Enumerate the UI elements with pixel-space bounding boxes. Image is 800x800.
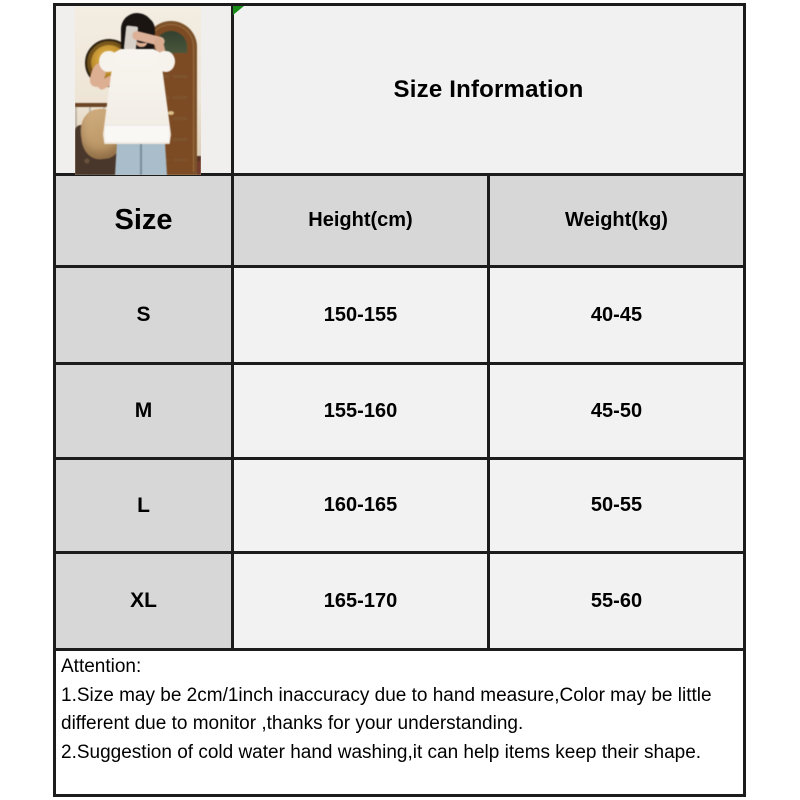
product-photo-cell	[56, 6, 234, 176]
attention-line-3: 2.Suggestion of cold water hand washing,it can help items keep their shape.	[61, 741, 702, 763]
model-left-sleeve	[99, 51, 117, 72]
row-xl-height: 165-170	[234, 554, 490, 651]
photo-scene	[75, 7, 201, 175]
col-header-weight: Weight(kg)	[490, 176, 743, 268]
model-right-sleeve	[157, 51, 175, 72]
row-xl-label: XL	[56, 554, 234, 651]
col-header-height: Height(cm)	[234, 176, 490, 268]
row-s-weight: 40-45	[490, 268, 743, 365]
row-xl-weight: 55-60	[490, 554, 743, 651]
model-top-hem	[105, 125, 169, 142]
row-l-label: L	[56, 460, 234, 554]
model-jeans	[115, 141, 167, 175]
col-header-size: Size	[56, 176, 234, 268]
page-title-text: Size Information	[393, 75, 584, 103]
model-photo	[75, 7, 201, 175]
attention-heading: Attention:	[61, 656, 142, 677]
door-glass-right	[173, 57, 187, 161]
row-m-weight: 45-50	[490, 365, 743, 460]
row-s-height: 150-155	[234, 268, 490, 365]
row-m-label: M	[56, 365, 234, 460]
page-title	[234, 6, 743, 176]
row-l-weight: 50-55	[490, 460, 743, 554]
row-s-label: S	[56, 268, 234, 365]
size-chart-sheet	[53, 3, 746, 797]
door-knob	[168, 111, 174, 115]
attention-line-1: 1.Size may be 2cm/1inch inaccuracy due to hand measure,Color may be little	[61, 684, 712, 706]
row-l-height: 160-165	[234, 460, 490, 554]
attention-line-2: different due to monitor ,thanks for your understanding.	[61, 713, 524, 734]
attention-text-block	[61, 653, 712, 767]
row-m-height: 155-160	[234, 365, 490, 460]
green-corner-marker-icon	[233, 6, 244, 15]
attention-notes	[56, 651, 743, 794]
